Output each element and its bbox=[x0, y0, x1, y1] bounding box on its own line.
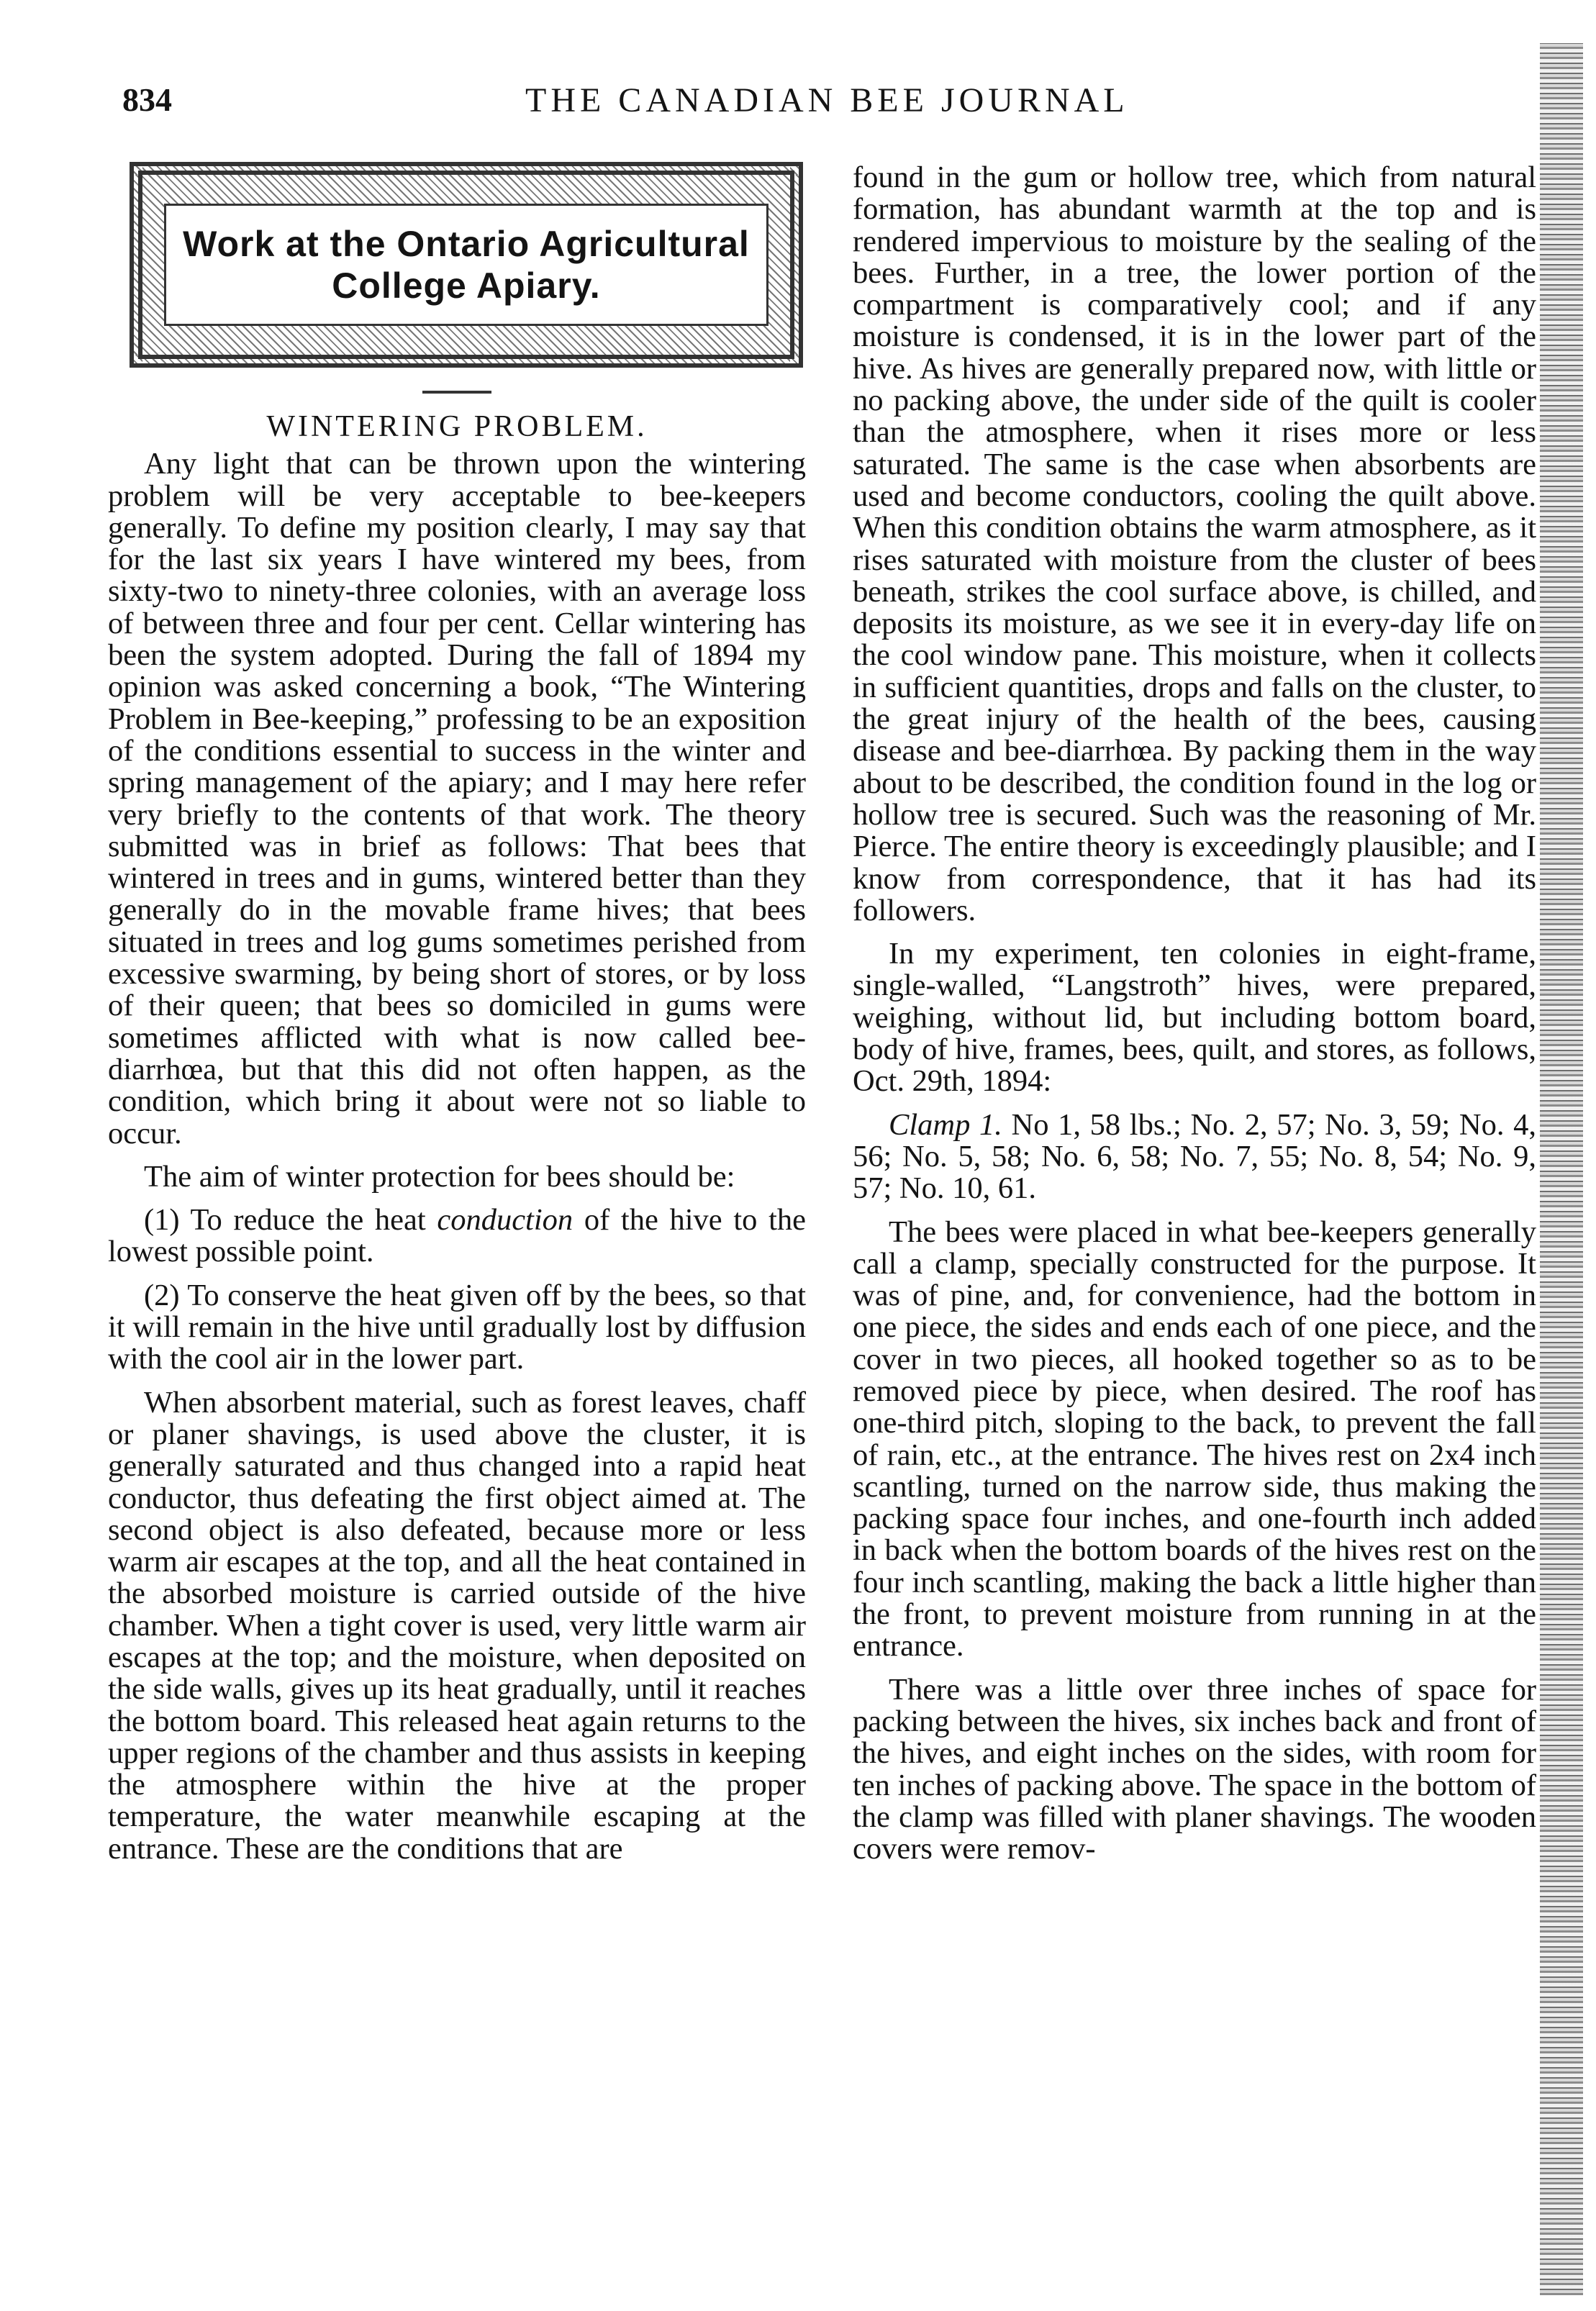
journal-title: THE CANADIAN BEE JOURNAL bbox=[525, 81, 1129, 119]
paragraph-text: No 1, 58 lbs.; No. 2, 57; No. 3, 59; No. 4, 56; No. 5, 58; No. 6, 58; No. 7, 55; No. 8, 54; No. 9, 57; No. 10, 61. bbox=[853, 1107, 1536, 1206]
paragraph-text: of the hive to the lowest possible point. bbox=[108, 1203, 806, 1269]
paragraph: (2) To conserve the heat given off by the bees, so that it will remain in the hive until gradually lost by diffusion with the cool air in the lower part. bbox=[108, 1278, 806, 1376]
title-box-inner bbox=[164, 204, 768, 326]
right-column bbox=[853, 162, 1536, 1865]
paragraph: When absorbent material, such as forest leaves, chaff or planer shavings, is used above the cluster, it is generally saturated and thus changed into a rapid heat conductor, thus defeating the first object aimed at. The second object is also defeated, because more or less warm air escapes at the top, and all the heat contained in the absorbed moisture is carried outside of the hive chamber. When a tight cover is used, very little warm air escapes at the top; and the moisture, when deposited on the side walls, gives up its heat gradually, until it reaches the bottom board. This released heat again returns to the upper regions of the chamber and thus assists in keeping the atmosphere within the hive at the proper temperature, the water meanwhile escaping at the entrance. These are the conditions that are bbox=[108, 1385, 806, 1866]
paragraph: The bees were placed in what bee-keepers generally call a clamp, specially constructed for the purpose. It was of pine, and, for convenience, had the bottom in one piece, the sides and ends each of one piece, and the cover in two pieces, all hooked together so as to be removed piece by piece, when desired. The roof has one-third pitch, sloping to the back, to prevent the fall of rain, etc., at the entrance. The hives rest on 2x4 inch scantling, turned on the narrow side, thus making the packing space four inches, and one-fourth inch added in back when the bottom boards of the hives rest on the four inch scantling, making the back a little higher than the front, to prevent moisture from running in at the entrance. bbox=[853, 1214, 1536, 1663]
paragraph-text: (1) To reduce the heat bbox=[144, 1203, 437, 1238]
paragraph: In my experiment, ten colonies in eight-frame, single-walled, “Langstroth” hives, were prepared, weighing, without lid, but including bottom board, body of hive, frames, bees, quilt, and stores, as follows, Oct. 29th, 1894: bbox=[853, 937, 1536, 1099]
paragraph: The aim of winter protection for bees should be: bbox=[144, 1159, 735, 1194]
title-box bbox=[130, 162, 803, 368]
paragraph bbox=[853, 1109, 1536, 1205]
left-column bbox=[108, 162, 806, 1865]
page-number: 834 bbox=[122, 81, 172, 118]
paragraph: found in the gum or hollow tree, which from natural formation, has abundant warmth at the top and is rendered impervious to moisture by the sealing of the bees. Further, in a tree, the lower portion of the compartment is comparatively cool; and if any moisture is condensed, it is in the lower part of the hive. As hives are generally prepared now, with little or no packing above, the under side of the quilt is cooler than the atmosphere, when it rises more or less saturated. The same is the case when absorbents are used and become conductors, cooling the quilt above. When this condition obtains the warm atmosphere, as it rises saturated with moisture from the cluster of bees beneath, strikes the cool surface above, is chilled, and deposits its moisture, as we see it in every-day life on the cool window pane. This moisture, when it collects in sufficient quantities, drops and falls on the cluster, to the great injury of the health of the bees, causing disease and bee-diarrhœa. By packing them in the way about to be described, the condition found in the log or hollow tree is secured. Such was the reasoning of Mr. Pierce. The entire theory is exceedingly plausible; and I know from correspondence, that it has had its followers. bbox=[853, 160, 1536, 927]
article-title-line1: Work at the Ontario Agricultural bbox=[183, 224, 750, 264]
paragraph: Any light that can be thrown upon the wintering problem will be very acceptable to bee-keepers generally. To define my position clearly, I may say that for the last six years I have wintered my bees, from sixty-two to ninety-three colonies, with an average loss of between three and four per cent. Cellar wintering has been the system adopted. During the fall of 1894 my opinion was asked concerning a book, “The Wintering Problem in Bee-keeping,” professing to be an exposition of the conditions essential to success in the winter and spring management of the apiary; and I may here refer very briefly to the contents of that work. The theory submitted was in brief as follows: That bees that wintered in trees and in gums, wintered better than they generally do in the movable frame hives; that bees situated in trees and log gums sometimes perished from excessive swarming, by being short of stores, or by loss of their queen; that bees so domiciled in gums were sometimes afflicted with what is now called bee-diarrhœa, but that this did not often happen, as the condition, which bring it about were not so liable to occur. bbox=[108, 447, 806, 1150]
page-edge-shadow bbox=[1540, 43, 1583, 2295]
article-title-line2: College Apiary. bbox=[332, 265, 601, 306]
italic-term: conduction bbox=[437, 1203, 573, 1238]
paragraph: There was a little over three inches of space for packing between the hives, six inches back and front of the hives, and eight inches on the sides, with room for ten inches of packing above. The space in the bottom of the clamp was filled with planer shavings. The wooden covers were remov- bbox=[853, 1672, 1536, 1866]
paragraph bbox=[108, 1204, 806, 1268]
article-title bbox=[183, 223, 750, 307]
page-header bbox=[122, 81, 1461, 131]
section-heading: WINTERING PROBLEM. bbox=[266, 410, 648, 443]
section-divider bbox=[422, 391, 491, 394]
clamp-label: Clamp 1. bbox=[889, 1107, 1002, 1142]
